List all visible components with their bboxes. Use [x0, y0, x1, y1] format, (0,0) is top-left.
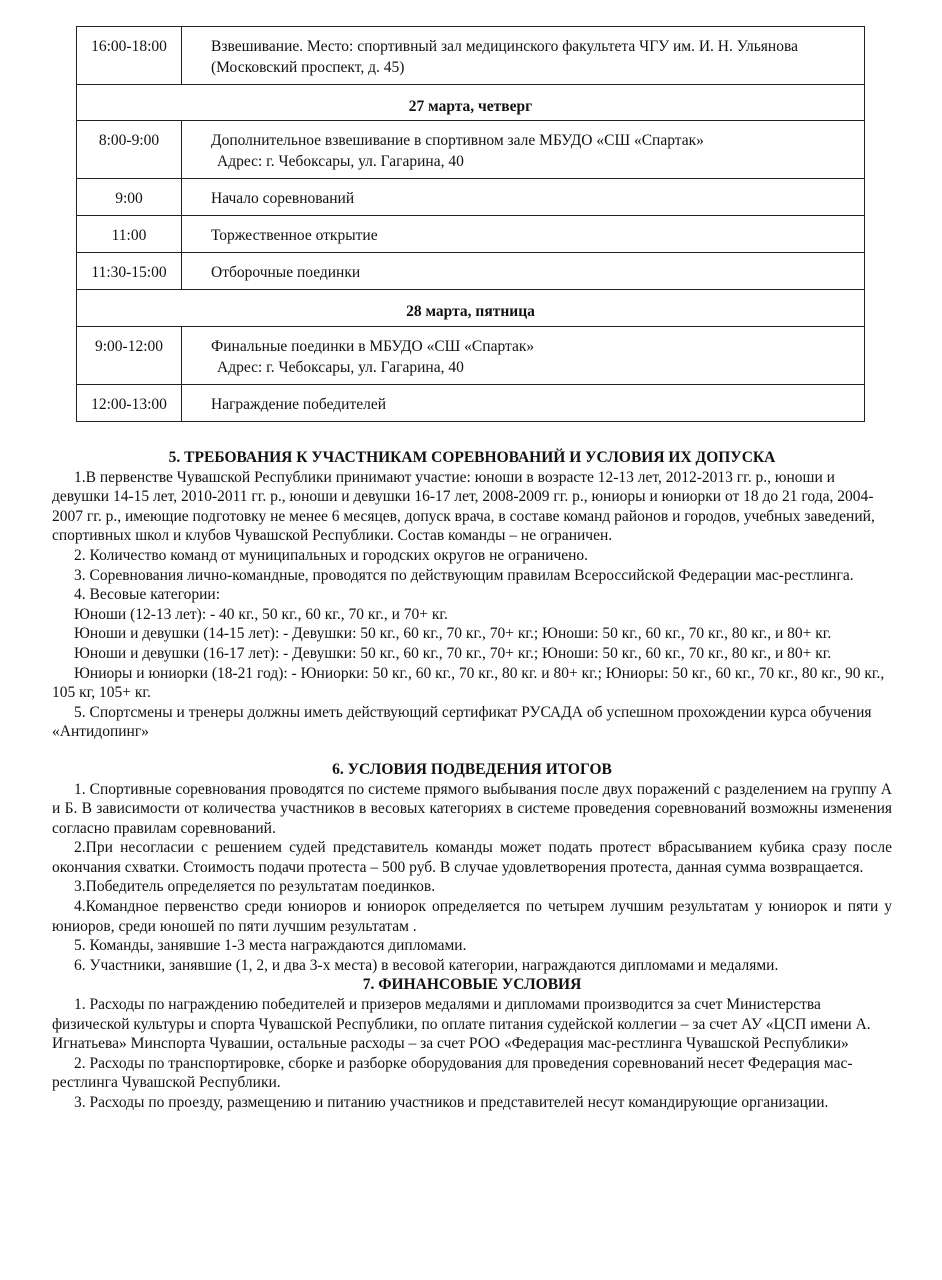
section-6-title: 6. УСЛОВИЯ ПОДВЕДЕНИЯ ИТОГОВ — [332, 760, 612, 778]
table-row — [77, 179, 865, 216]
paragraph: 1. Расходы по награждению победителей и призеров медалями и дипломами производится за счет Министерства физической культуры и спорта Чувашской Республики, по оплате питания судейской коллегии – за счет АУ «ЦСП имени А. Игнатьева» Минспорта Чувашии, остальные расходы – за счет РОО «Федерация мас-рестлинга Чувашской Республики» — [52, 996, 871, 1053]
time-cell: 12:00-13:00 — [77, 385, 182, 422]
table-row — [77, 327, 865, 385]
time-cell: 9:00-12:00 — [77, 327, 182, 385]
paragraph: 4. Весовые категории: — [74, 586, 221, 604]
description-cell: Награждение победителей — [182, 385, 865, 422]
table-row — [77, 27, 865, 85]
time-cell: 11:30-15:00 — [77, 253, 182, 290]
paragraph: 5. Спортсмены и тренеры должны иметь действующий сертификат РУСАДА об успешном прохождении курса обучения «Антидопинг» — [52, 703, 872, 741]
description-cell: Отборочные поединки — [182, 253, 865, 290]
description-cell: Начало соревнований — [182, 179, 865, 216]
table-row — [77, 385, 865, 422]
schedule-table — [76, 26, 865, 422]
time-cell: 9:00 — [77, 179, 182, 216]
paragraph: 2.При несогласии с решением судей представитель команды может подать протест вбрасыванием кубика сразу после окончания схватки. Стоимость подачи протеста – 500 руб. В случае удовлетворения протеста, данная сумма возвращается. — [52, 839, 892, 876]
body-text — [52, 448, 892, 1113]
weight-category: Юноши и девушки (14-15 лет): - Девушки: 50 кг., 60 кг., 70 кг., 70+ кг.; Юноши: 50 кг., 60 кг., 70 кг., 80 кг., и 80+ кг. — [74, 625, 832, 643]
section-7-title: 7. ФИНАНСОВЫЕ УСЛОВИЯ — [362, 976, 582, 994]
description-cell: Взвешивание. Место: спортивный зал медицинского факультета ЧГУ им. И. Н. Ульянова (Московский проспект, д. 45) — [182, 27, 865, 85]
paragraph: 3. Расходы по проезду, размещению и питанию участников и представителей несут командирующие организации. — [74, 1094, 829, 1111]
address-text: Адрес: г. Чебоксары, ул. Гагарина, 40 — [217, 359, 464, 376]
paragraph: 1.В первенстве Чувашской Республики принимают участие: юноши в возрасте 12-13 лет, 2012-2013 гг. р., юноши и девушки 14-15 лет, 2010-2011 гг. р., юноши и девушки 16-17 лет, 2008-2009 гг. р., юниоры и юниорки от 18 до 21 года, 2004-2007 гг. р., имеющие подготовку не менее 6 месяцев, допуск врача, в составе команд районов и городов, учебных заведений, спортивных школ и клубов Чувашской Республики. Состав команды – не ограничен. — [52, 468, 875, 545]
paragraph: 3.Победитель определяется по результатам поединков. — [74, 878, 436, 896]
weight-category: Юноши (12-13 лет): - 40 кг., 50 кг., 60 кг., 70 кг., и 70+ кг. — [74, 605, 448, 623]
description-text: Дополнительное взвешивание в спортивном зале МБУДО «СШ «Спартак» — [211, 132, 704, 149]
description-cell — [182, 327, 865, 385]
description-cell — [182, 121, 865, 179]
table-row — [77, 253, 865, 290]
day-header-row — [77, 290, 865, 327]
spacer — [52, 742, 892, 760]
table-row — [77, 121, 865, 179]
paragraph: 5. Команды, занявшие 1-3 места награждаются дипломами. — [74, 937, 467, 955]
paragraph: 2. Количество команд от муниципальных и городских округов не ограничено. — [74, 546, 589, 564]
paragraph: 3. Соревнования лично-командные, проводятся по действующим правилам Всероссийской Федерации мас-рестлинга. — [74, 566, 854, 584]
address-text: Адрес: г. Чебоксары, ул. Гагарина, 40 — [217, 153, 464, 170]
paragraph: 1. Спортивные соревнования проводятся по системе прямого выбывания после двух поражений с разделением на группу А и Б. В зависимости от количества участников в весовых категориях в системе проведения соревнований возможны изменения согласно правилам соревнований. — [52, 780, 892, 837]
table-row — [77, 216, 865, 253]
section-5-title: 5. ТРЕБОВАНИЯ К УЧАСТНИКАМ СОРЕВНОВАНИЙ И УСЛОВИЯ ИХ ДОПУСКА — [168, 449, 776, 466]
weight-category: Юноши и девушки (16-17 лет): - Девушки: 50 кг., 60 кг., 70 кг., 70+ кг.; Юноши: 50 кг., 60 кг., 70 кг., 80 кг., и 80+ кг. — [74, 644, 832, 662]
time-cell: 16:00-18:00 — [77, 27, 182, 85]
time-cell: 8:00-9:00 — [77, 121, 182, 179]
paragraph: 2. Расходы по транспортировке, сборке и разборке оборудования для проведения соревнований несет Федерация мас-рестлинга Чувашской Республики. — [52, 1054, 853, 1092]
time-cell: 11:00 — [77, 216, 182, 253]
day-header: 28 марта, пятница — [77, 290, 865, 327]
paragraph: 4.Командное первенство среди юниоров и юниорок определяется по четырем лучшим результатам у юниорок и пяти у юниоров, среди юношей по пяти лучшим результатам . — [52, 898, 892, 935]
paragraph: 6. Участники, занявшие (1, 2, и два 3-х места) в весовой категории, награждаются дипломами и медалями. — [74, 956, 779, 974]
description-text: Финальные поединки в МБУДО «СШ «Спартак» — [211, 338, 535, 355]
day-header-row — [77, 85, 865, 121]
description-cell: Торжественное открытие — [182, 216, 865, 253]
day-header: 27 марта, четверг — [77, 85, 865, 121]
weight-category: Юниоры и юниорки (18-21 год): - Юниорки: 50 кг., 60 кг., 70 кг., 80 кг. и 80+ кг.; Юниоры: 50 кг., 60 кг., 70 кг., 80 кг., 90 кг., 105 кг, 105+ кг. — [52, 664, 885, 702]
